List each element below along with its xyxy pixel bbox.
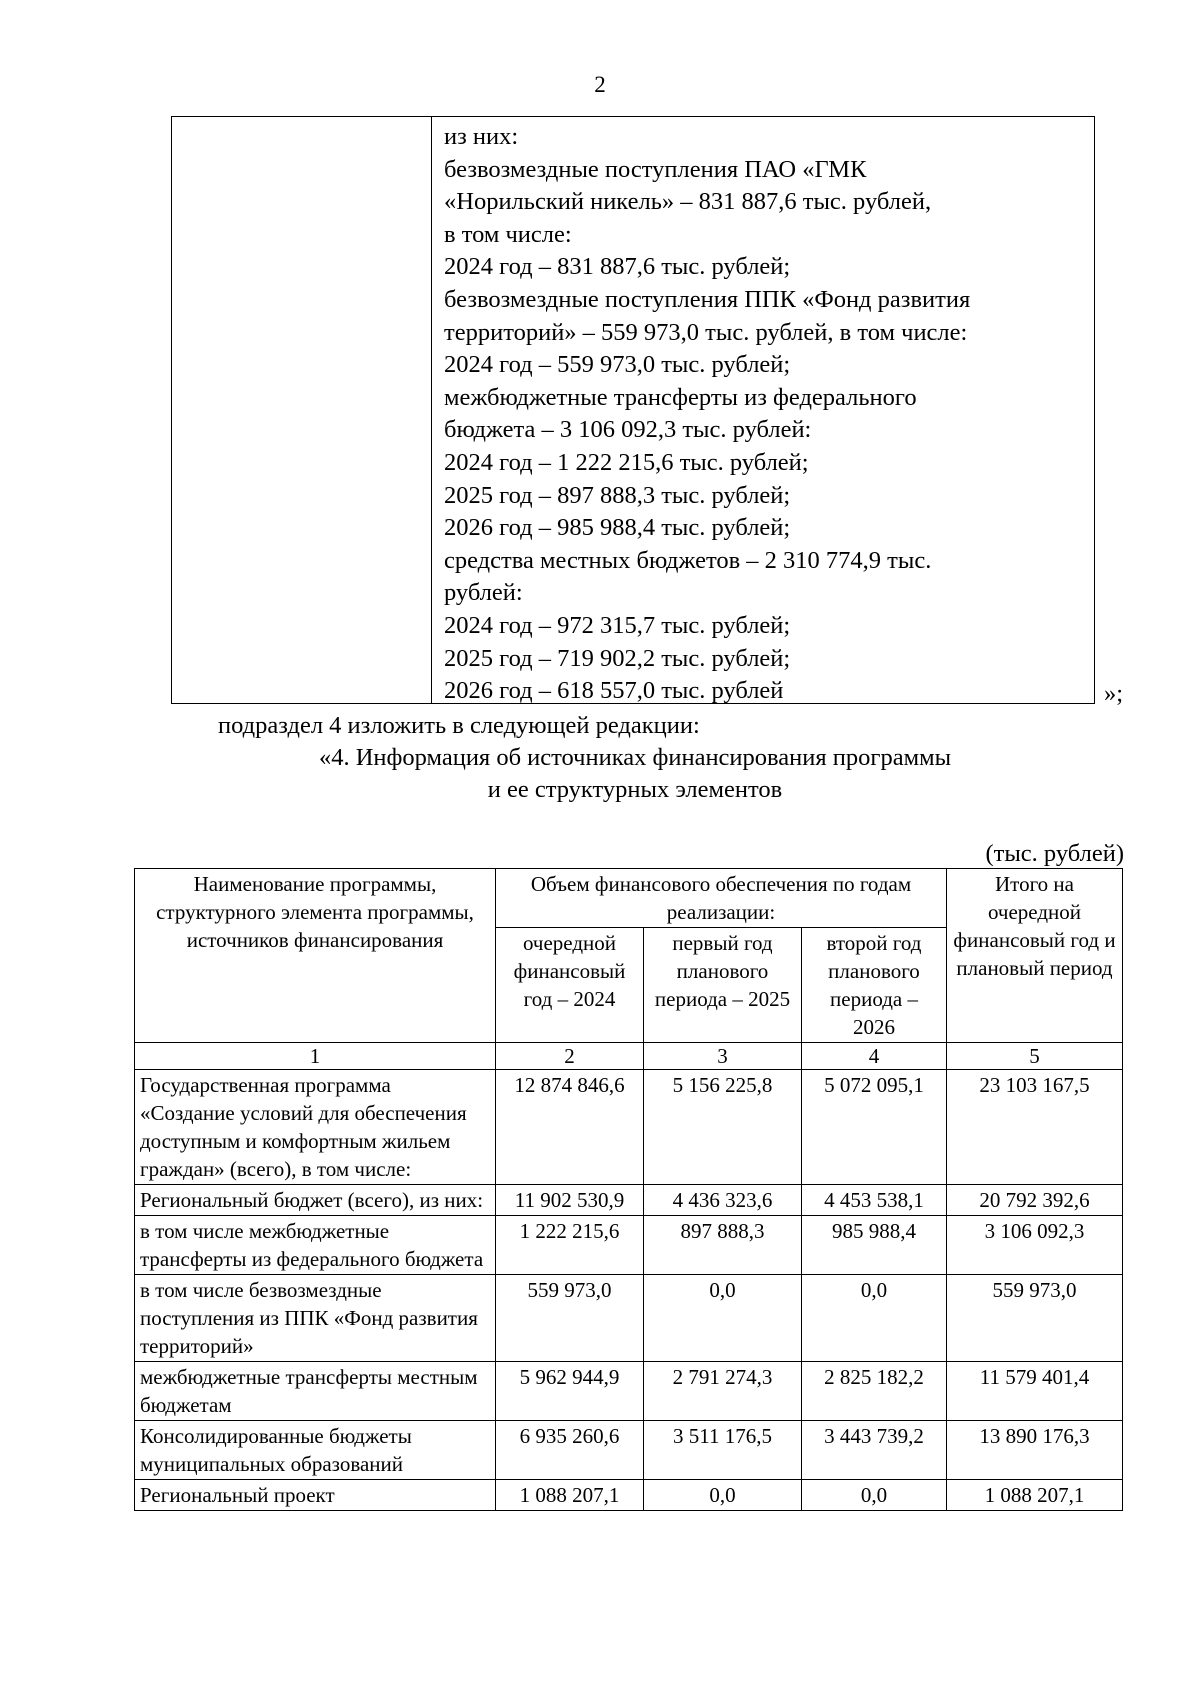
row-name: межбюджетные трансферты местным бюджетам xyxy=(135,1362,496,1421)
text-line: 2025 год – 719 902,2 тыс. рублей; xyxy=(444,644,791,672)
column-number: 2 xyxy=(496,1043,644,1070)
table-row xyxy=(135,1216,1123,1275)
value-2025: 0,0 xyxy=(644,1275,802,1362)
value-total: 559 973,0 xyxy=(947,1275,1123,1362)
text-line: 2024 год – 559 973,0 тыс. рублей; xyxy=(444,351,791,379)
table-row xyxy=(135,1275,1123,1362)
text-line: бюджета – 3 106 092,3 тыс. рублей: xyxy=(444,416,812,444)
value-total: 1 088 207,1 xyxy=(947,1480,1123,1511)
value-total: 20 792 392,6 xyxy=(947,1185,1123,1216)
section-title-line-2: и ее структурных элементов xyxy=(487,776,783,803)
intro-text: подраздел 4 изложить в следующей редакции: xyxy=(218,712,700,739)
value-2025: 5 156 225,8 xyxy=(644,1070,802,1185)
text-line: межбюджетные трансферты из федерального xyxy=(444,383,917,411)
text-line: в том числе: xyxy=(444,220,572,248)
value-2026: 0,0 xyxy=(802,1275,947,1362)
value-2024: 12 874 846,6 xyxy=(496,1070,644,1185)
text-line: 2026 год – 618 557,0 тыс. рублей xyxy=(444,677,784,705)
text-line: «Норильский никель» – 831 887,6 тыс. рублей, xyxy=(444,188,932,216)
text-line: безвозмездные поступления ПАО «ГМК xyxy=(444,155,867,183)
value-2025: 2 791 274,3 xyxy=(644,1362,802,1421)
value-2026: 4 453 538,1 xyxy=(802,1185,947,1216)
header-year-2026: второй год планового периода – 2026 xyxy=(802,928,947,1043)
funding-sources-box xyxy=(171,116,1095,704)
value-2026: 2 825 182,2 xyxy=(802,1362,947,1421)
table-row xyxy=(135,1362,1123,1421)
text-line: 2026 год – 985 988,4 тыс. рублей; xyxy=(444,514,791,542)
value-2026: 3 443 739,2 xyxy=(802,1421,947,1480)
text-line: средства местных бюджетов – 2 310 774,9 тыс. xyxy=(444,546,932,574)
value-2024: 5 962 944,9 xyxy=(496,1362,644,1421)
funding-sources-text xyxy=(444,121,1084,708)
row-name: Государственная программа «Создание условий для обеспечения доступным и комфортным жильем граждан» (всего), в том числе: xyxy=(135,1070,496,1185)
value-total: 13 890 176,3 xyxy=(947,1421,1123,1480)
table-header-row xyxy=(135,869,1123,928)
text-line: безвозмездные поступления ППК «Фонд развития xyxy=(444,285,971,313)
text-line: 2024 год – 972 315,7 тыс. рублей; xyxy=(444,611,791,639)
header-total: Итого на очередной финансовый год и плановый период xyxy=(947,869,1123,1043)
table-row xyxy=(135,1185,1123,1216)
value-2024: 559 973,0 xyxy=(496,1275,644,1362)
value-2025: 897 888,3 xyxy=(644,1216,802,1275)
text-line: 2024 год – 1 222 215,6 тыс. рублей; xyxy=(444,448,809,476)
column-number: 5 xyxy=(947,1043,1123,1070)
text-line: 2024 год – 831 887,6 тыс. рублей; xyxy=(444,253,791,281)
column-number: 1 xyxy=(135,1043,496,1070)
value-2026: 985 988,4 xyxy=(802,1216,947,1275)
text-line: рублей: xyxy=(444,579,523,607)
financing-table xyxy=(134,868,1123,1511)
value-2026: 0,0 xyxy=(802,1480,947,1511)
value-2024: 1 088 207,1 xyxy=(496,1480,644,1511)
value-2026: 5 072 095,1 xyxy=(802,1070,947,1185)
value-total: 11 579 401,4 xyxy=(947,1362,1123,1421)
column-numbers-row xyxy=(135,1043,1123,1070)
text-line: территорий» – 559 973,0 тыс. рублей, в том числе: xyxy=(444,318,968,346)
row-name: Региональный проект xyxy=(135,1480,496,1511)
section-title-line-1: «4. Информация об источниках финансирования программы xyxy=(318,744,952,771)
table-row xyxy=(135,1480,1123,1511)
page-number: 2 xyxy=(594,72,606,97)
row-name: Региональный бюджет (всего), из них: xyxy=(135,1185,496,1216)
value-2025: 0,0 xyxy=(644,1480,802,1511)
value-total: 3 106 092,3 xyxy=(947,1216,1123,1275)
value-2024: 6 935 260,6 xyxy=(496,1421,644,1480)
closing-quote: »; xyxy=(1104,680,1124,707)
table-row xyxy=(135,1070,1123,1185)
text-line: из них: xyxy=(444,123,519,150)
unit-label: (тыс. рублей) xyxy=(985,840,1124,867)
value-total: 23 103 167,5 xyxy=(947,1070,1123,1185)
row-name: в том числе межбюджетные трансферты из федерального бюджета xyxy=(135,1216,496,1275)
value-2025: 3 511 176,5 xyxy=(644,1421,802,1480)
header-volume-group: Объем финансового обеспечения по годам реализации: xyxy=(496,869,947,928)
row-name: Консолидированные бюджеты муниципальных образований xyxy=(135,1421,496,1480)
value-2024: 1 222 215,6 xyxy=(496,1216,644,1275)
value-2024: 11 902 530,9 xyxy=(496,1185,644,1216)
column-number: 4 xyxy=(802,1043,947,1070)
header-name: Наименование программы, структурного элемента программы, источников финансирования xyxy=(135,869,496,1043)
header-year-2024: очередной финансовый год – 2024 xyxy=(496,928,644,1043)
value-2025: 4 436 323,6 xyxy=(644,1185,802,1216)
header-year-2025: первый год планового периода – 2025 xyxy=(644,928,802,1043)
text-line: 2025 год – 897 888,3 тыс. рублей; xyxy=(444,481,791,509)
row-name: в том числе безвозмездные поступления из ППК «Фонд развития территорий» xyxy=(135,1275,496,1362)
empty-label-cell xyxy=(172,117,432,703)
column-number: 3 xyxy=(644,1043,802,1070)
table-row xyxy=(135,1421,1123,1480)
